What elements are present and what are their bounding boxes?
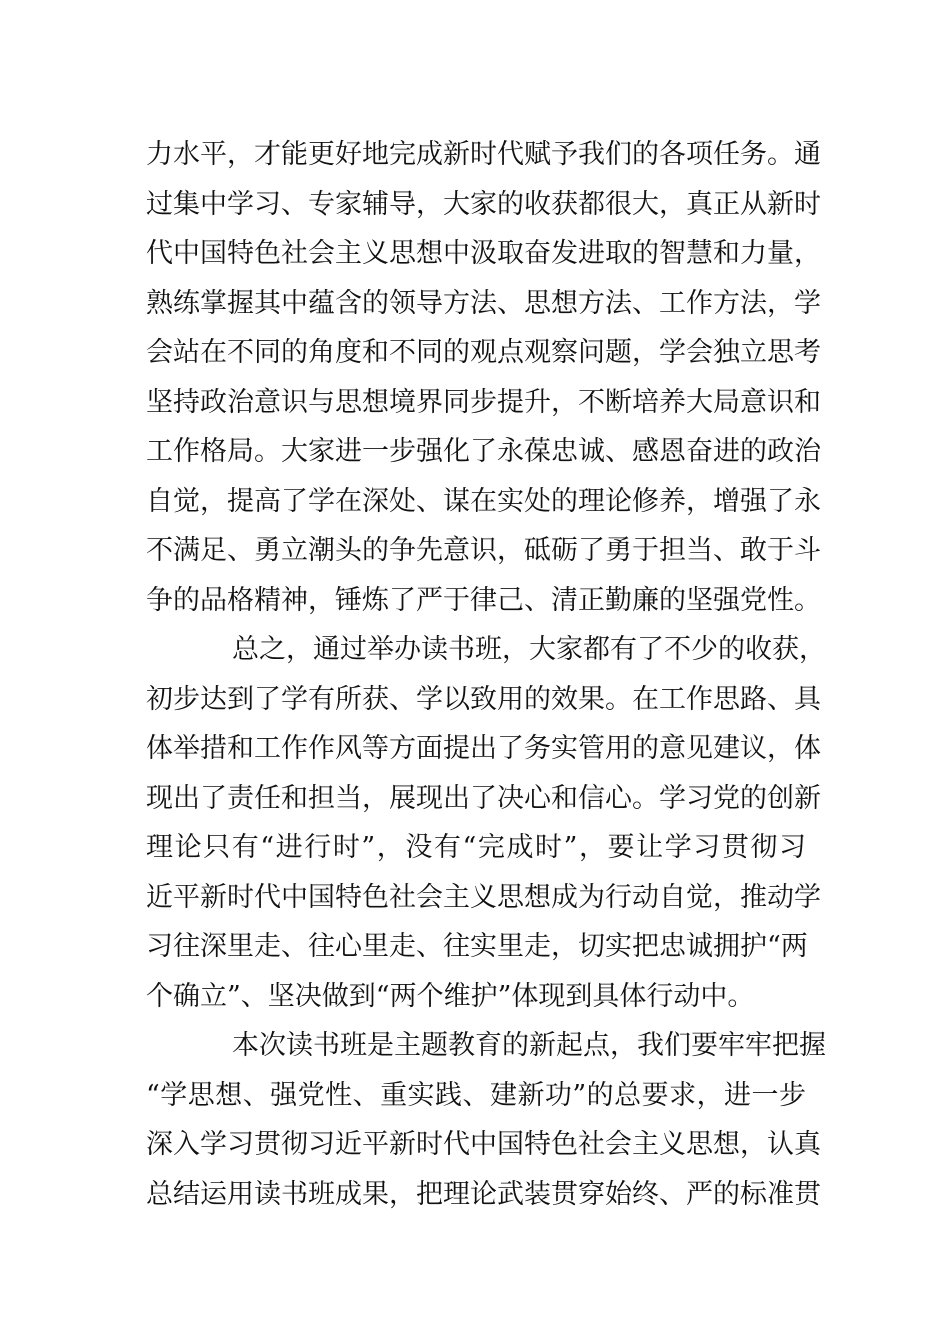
text-line: 争的品格精神，锤炼了严于律己、清正勤廉的坚强党性。 [146,584,821,616]
text-line: 过集中学习、专家辅导，大家的收获都很大，真正从新时 [146,188,821,220]
text-line: 习往深里走、往心里走、往实里走，切实把忠诚拥护“两 [146,931,808,962]
text-line: 体举措和工作作风等方面提出了务实管用的意见建议，体 [146,733,821,764]
text-line: 坚持政治意识与思想境界同步提升，不断培养大局意识和 [146,386,821,418]
text-line: 初步达到了学有所获、学以致用的效果。在工作思路、具 [146,683,821,715]
text-line: 总结运用读书班成果，把理论武装贯穿始终、严的标准贯 [146,1178,821,1210]
text-line: 自觉，提高了学在深处、谋在实处的理论修养，增强了永 [146,485,821,517]
text-line: 理论只有“进行时”，没有“完成时”，要让学习贯彻习 [146,832,806,863]
text-line: 工作格局。大家进一步强化了永葆忠诚、感恩奋进的政治 [146,436,821,467]
text-line: 本次读书班是主题教育的新起点，我们要牢牢把握 [232,1030,826,1061]
paragraph-2 [146,625,826,1021]
text-line: 力水平，才能更好地完成新时代赋予我们的各项任务。通 [146,139,821,170]
text-line: 近平新时代中国特色社会主义思想成为行动自觉，推动学 [146,881,821,913]
text-line: 会站在不同的角度和不同的观点观察问题，学会独立思考 [146,337,821,368]
text-line: 不满足、勇立潮头的争先意识，砥砺了勇于担当、敢于斗 [146,535,821,566]
text-line: 总之，通过举办读书班，大家都有了不少的收获， [232,634,826,665]
text-line: 现出了责任和担当，展现出了决心和信心。学习党的创新 [146,782,821,814]
paragraph-1 [146,130,821,625]
paragraph-3 [146,1021,826,1219]
document-body [146,130,826,1219]
text-line: 熟练掌握其中蕴含的领导方法、思想方法、工作方法，学 [146,287,821,319]
text-line: “学思想、强党性、重实践、建新功”的总要求，进一步 [146,1079,806,1111]
text-line: 深入学习贯彻习近平新时代中国特色社会主义思想，认真 [146,1129,821,1160]
text-line: 代中国特色社会主义思想中汲取奋发进取的智慧和力量， [146,238,821,269]
text-line: 个确立”、坚决做到“两个维护”体现到具体行动中。 [146,980,755,1012]
